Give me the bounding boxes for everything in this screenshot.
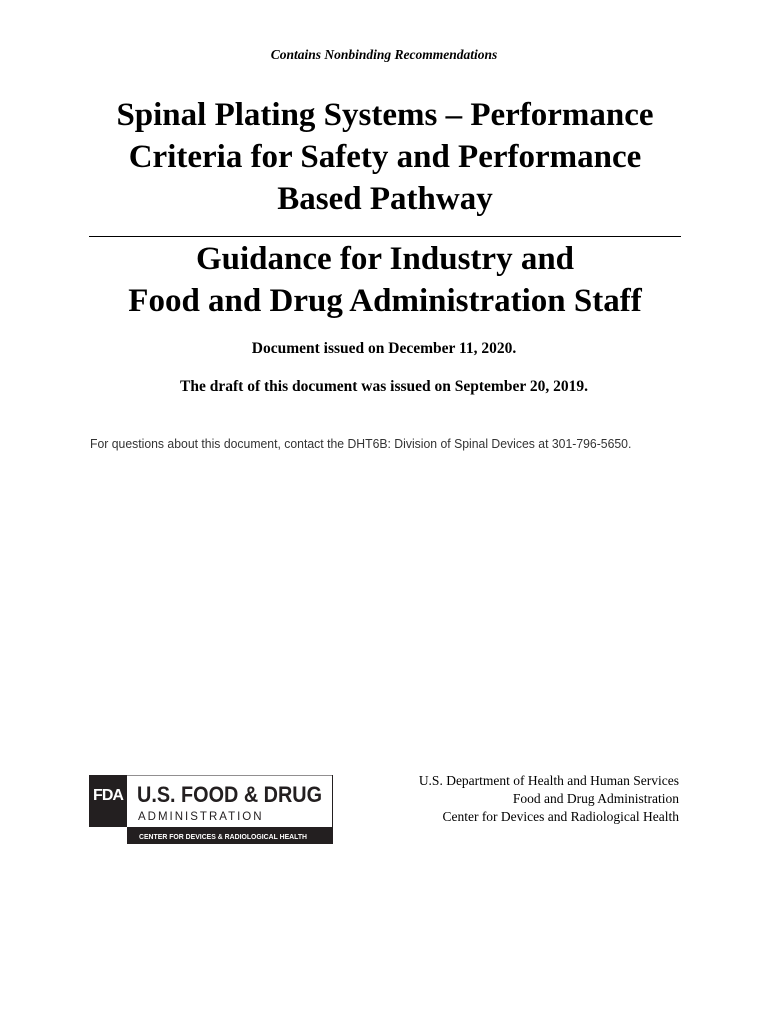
svg-text:FDA: FDA — [93, 787, 123, 804]
document-title-line: Criteria for Safety and Performance — [128, 139, 642, 175]
issued-date: Document issued on December 11, 2020. — [251, 340, 517, 357]
contact-info: For questions about this document, contact the DHT6B: Division of Spinal Devices at 301-796-5650. — [90, 436, 632, 451]
fda-logo — [89, 775, 333, 844]
agency-line: U.S. Department of Health and Human Services — [418, 773, 679, 788]
nonbinding-note: Contains Nonbinding Recommendations — [270, 47, 498, 62]
svg-text:ADMINISTRATION: ADMINISTRATION — [138, 811, 264, 823]
fda-logo-graphic — [89, 775, 333, 844]
document-title — [89, 94, 681, 220]
document-title-line: Spinal Plating Systems – Performance — [116, 97, 654, 133]
agency-block — [340, 772, 679, 826]
document-subtitle — [89, 238, 681, 322]
title-divider — [89, 236, 681, 237]
agency-line: Food and Drug Administration — [512, 791, 679, 806]
svg-text:CENTER FOR DEVICES & RADIOLOGI: CENTER FOR DEVICES & RADIOLOGICAL HEALTH — [139, 834, 307, 841]
agency-line: Center for Devices and Radiological Health — [442, 809, 679, 824]
document-subtitle-line: Food and Drug Administration Staff — [128, 283, 642, 319]
svg-text:U.S. FOOD & DRUG: U.S. FOOD & DRUG — [137, 782, 322, 807]
document-title-line: Based Pathway — [277, 181, 493, 217]
draft-date: The draft of this document was issued on September 20, 2019. — [180, 378, 588, 395]
document-subtitle-line: Guidance for Industry and — [195, 241, 575, 277]
